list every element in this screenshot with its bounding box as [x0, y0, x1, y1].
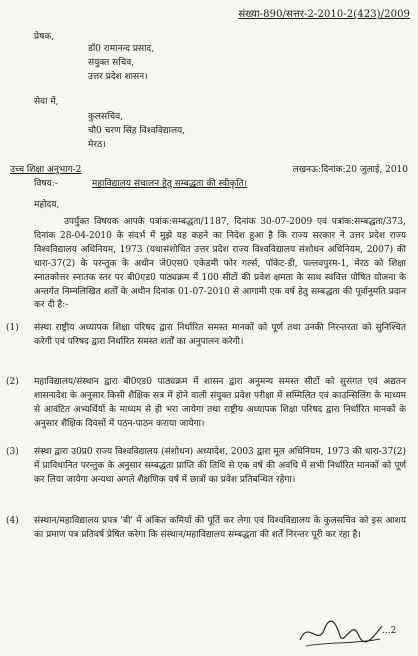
condition-text: महाविद्यालय/संस्थान द्वारा बी0एड0 पाठ्यक्रम में शासन द्वारा अनुमन्य समस्त सीटों को सुसंगत एवं अद्यतन शासनादेश के अनुसार किसी शैक्षिक सत्र में होने वाली संयुक्त प्रवेश परीक्षा में सम्मिलित एवं काउन्सिलिंग के माध्यम से आवंटित अभ्यर्थियों के माध्यम से ही भरा जायेगा तथा राष्ट्रीय अध्यापक शिक्षा परिषद द्वारा निर्धारित मानकों के अनुसार शैक्षिक दिवसों में पठन-पाठन कराया जायेगा।: [34, 377, 406, 429]
recipient-block: [88, 110, 185, 152]
condition-number: (1): [6, 323, 19, 333]
recipient-line: मेरठ।: [88, 140, 106, 150]
recipient-line: कुलसचिव,: [88, 112, 124, 122]
reference-number: संख्या-890/सत्तर-2-2010-2(423)/2009: [238, 9, 410, 20]
intro-paragraph: उपर्युक्त विषयक आपके पत्रांक:सम्बद्धता/1187, दिनांक 30-07-2009 एवं पत्रांक:सम्बद्धता/373, दिनांक 28-04-2010 के संदर्भ में मुझे यह कहने का निदेश हुआ है कि राज्य सरकार ने उत्तर प्रदेश राज्य विश्वविद्यालय अधिनियम, 1973 (यथासंशोधित उत्तर प्रदेश राज्य विश्वविद्यालय संशोधन अधिनियम, 2007) की धारा-37(2) के परन्तुक के अधीन जे0एस0 एकेडमी फोर गर्ल्स, पॉकेट-डी, पल्लवपुरम-1, मेरठ को शिक्षा स्नातकोत्तर स्नातक स्तर पर बी0एड0 पाठ्यक्रम में 100 सीटों की प्रवेश क्षमता के साथ स्ववित्त पोषित योजना के अन्तर्गत निम्नलिखित शर्तों के अधीन दिनांक 01-07-2010 से आगामी एक वर्ष हेतु सम्बद्धता की पूर्वानुमति प्रदान कर दी है:-: [34, 217, 406, 311]
sender-label: प्रेषक,: [34, 32, 55, 42]
condition-text: संस्था द्वारा उ0प्र0 राज्य विश्वविद्यालय (संशोधन) अध्यादेश, 2003 द्वारा मूल अधिनियम, 1973 की धारा-37(2) में प्राविधानित परन्तुक के अनुसार सम्बद्धता प्राप्ति की तिथि से एक वर्ष की अवधि में सभी निर्धारित मानकों को पूर्ण कर लिया जायेगा अन्यथा अगले शैक्षणिक वर्ष में छात्रों का प्रवेश प्रतिबन्धित रहेगा।: [34, 447, 406, 485]
condition-number: (2): [6, 377, 19, 387]
signature-graphic: [296, 612, 386, 652]
sender-block: [88, 42, 154, 84]
condition-number: (4): [6, 516, 19, 526]
section-name: उच्च शिक्षा अनुभाग-2: [10, 165, 82, 175]
page-continuation: ...2: [382, 626, 397, 636]
condition-text: संस्था राष्ट्रीय अध्यापक शिक्षा परिषद द्वारा निर्धारित समस्त मानकों को पूर्ण तथा उनकी निरन्तरता को सुनिश्चित करेगी एवं परिषद द्वारा निर्धारित समस्त शर्तों का अनुपालन करेगी।: [34, 323, 406, 347]
condition-item: [6, 376, 406, 432]
condition-item: [6, 322, 406, 350]
condition-number: (3): [6, 447, 19, 457]
sender-line: उत्तर प्रदेश शासन।: [88, 72, 148, 82]
sender-line: डॉ0 रामानन्द प्रसाद,: [88, 44, 155, 54]
condition-item: [6, 515, 406, 543]
subject-line: [34, 176, 247, 189]
salutation: महोदय,: [34, 200, 60, 210]
condition-item: [6, 446, 406, 488]
section-date-row: [10, 162, 408, 175]
recipient-line: चौ0 चरण सिंह विश्वविद्यालय,: [88, 126, 186, 136]
place-date: लखनऊ:दिनांक:20 जुलाई, 2010: [292, 165, 408, 175]
condition-text: संस्थान/महाविद्यालय प्रपत्र 'बी' में अंकित कमियों की पूर्ति कर लेगा एवं विश्वविद्यालय के कुलसचिव को इस आशय का प्रमाण पत्र प्रतिवर्ष प्रेषित करेगा कि संस्थान/महाविद्यालय सम्बद्धता की शर्तें निरन्तर पूरी कर रहा है।: [34, 516, 406, 540]
sender-line: संयुक्त सचिव,: [88, 58, 135, 68]
subject-label: विषय:-: [34, 179, 58, 189]
recipient-label: सेवा में,: [34, 97, 59, 107]
subject-text: महाविद्यालय संचालन हेतु सम्बद्धता की स्वीकृति।: [91, 179, 248, 189]
